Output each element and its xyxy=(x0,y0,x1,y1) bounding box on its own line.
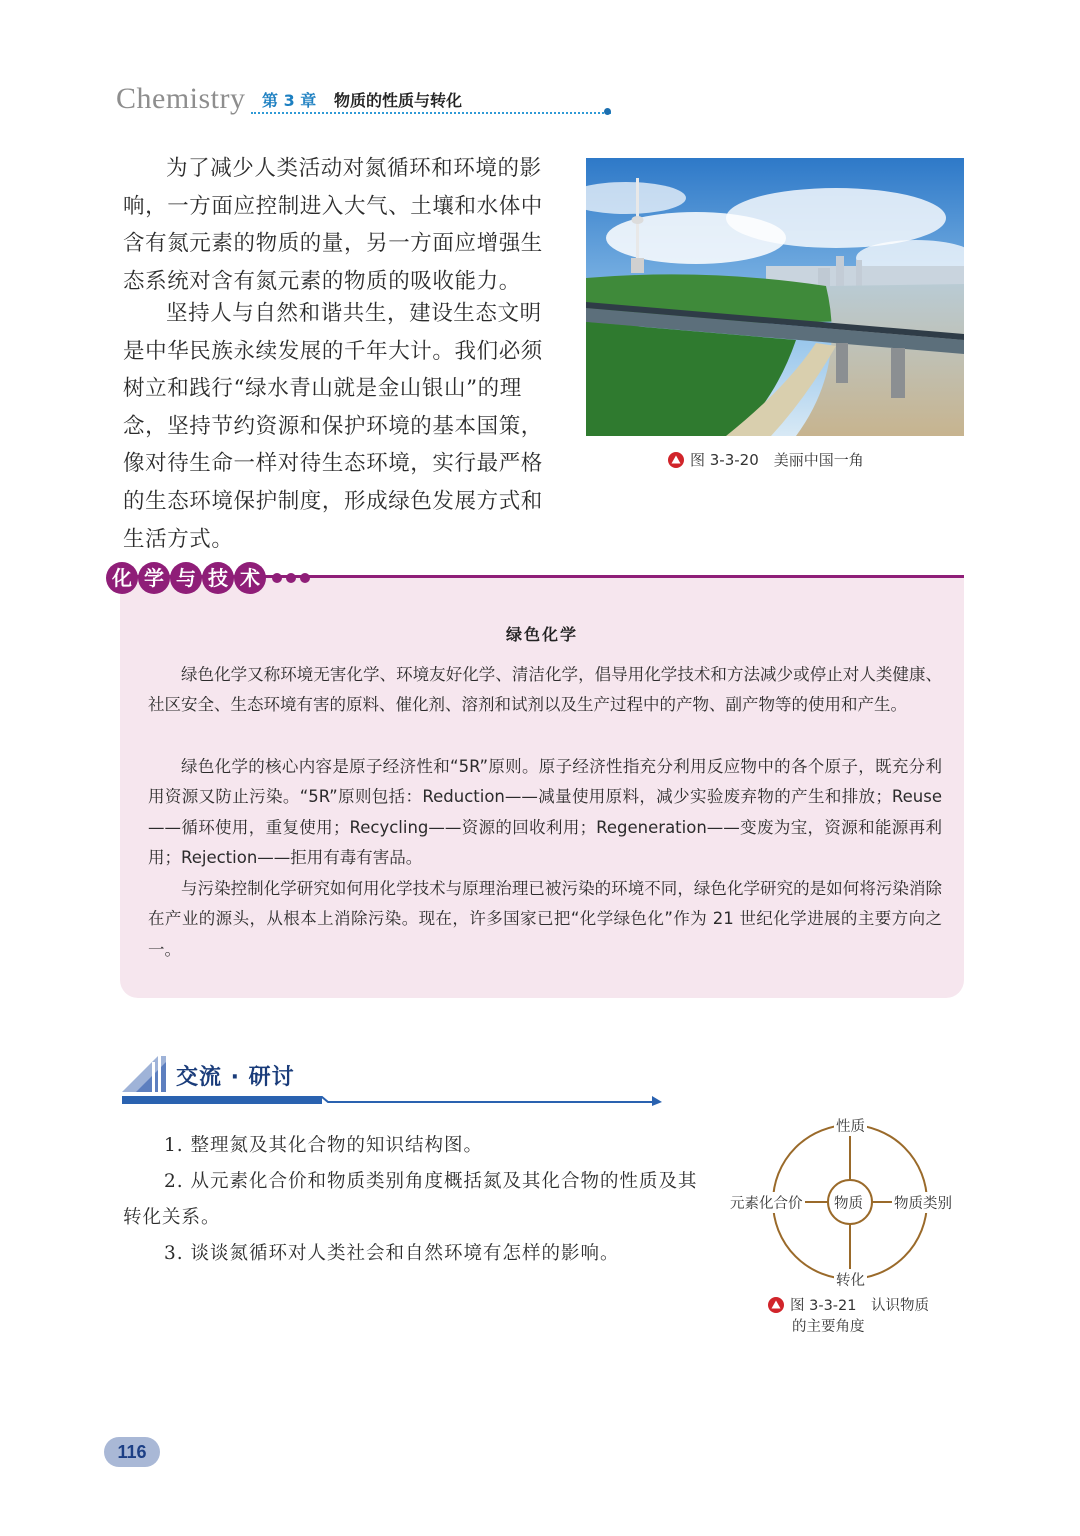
discussion-question-1: 1. 整理氮及其化合物的知识结构图。 xyxy=(164,1135,484,1156)
triangle-icon xyxy=(668,452,684,468)
chapter-title: 物质的性质与转化 xyxy=(334,91,463,110)
badge-dot xyxy=(272,573,282,583)
chem-tech-paragraph-3: 与污染控制化学研究如何用化学技术与原理治理已被污染的环境不同，绿色化学研究的是如何将污染消除在产业的源头，从根本上消除污染。现在，许多国家已把“化学绿色化”作为 21 世纪化学进展的主要方向之一。 xyxy=(148,879,942,959)
discussion-rule xyxy=(122,1094,662,1106)
city-bridge-photo xyxy=(586,158,964,436)
badge-dot xyxy=(300,573,310,583)
badge-char: 化 xyxy=(106,562,138,594)
body-paragraph-1: 为了减少人类活动对氮循环和环境的影响，一方面应控制进入大气、土壤和水体中含有氮元素的物质的量，另一方面应增强生态系统对含有氮元素的物质的吸收能力。 xyxy=(123,156,543,294)
figure-caption-2-line1: 图 3-3-21 认识物质 xyxy=(790,1298,929,1314)
badge-char: 与 xyxy=(170,562,202,594)
diagram-label-left: 元素化合价 xyxy=(728,1192,805,1213)
chem-tech-title: 绿色化学 xyxy=(505,625,578,644)
matter-perspective-diagram xyxy=(728,1112,968,1292)
discussion-title: 交流 · 研讨 xyxy=(176,1065,295,1090)
figure-caption-2 xyxy=(768,1296,968,1338)
diagram-label-center: 物质 xyxy=(834,1196,863,1212)
figure-caption-2-line2: 的主要角度 xyxy=(792,1319,865,1335)
diagram-label-top: 性质 xyxy=(834,1115,867,1136)
diagram-label-bottom: 转化 xyxy=(834,1269,867,1290)
figure-caption-1-text: 图 3-3-20 美丽中国一角 xyxy=(690,451,864,469)
discussion-stripes-icon xyxy=(122,1056,172,1092)
triangle-icon xyxy=(768,1297,784,1313)
badge-char: 术 xyxy=(234,562,266,594)
chem-tech-paragraph-1: 绿色化学又称环境无害化学、环境友好化学、清洁化学，倡导用化学技术和方法减少或停止对人类健康、社区安全、生态环境有害的原料、催化剂、溶剂和试剂以及生产过程中的产物、副产物等的使用和产生。 xyxy=(148,665,942,715)
header-dotted-rule xyxy=(251,112,611,114)
header-rule-end-dot xyxy=(604,108,611,115)
chem-tech-paragraph-2: 绿色化学的核心内容是原子经济性和“5R”原则。原子经济性指充分利用反应物中的各个原子，既充分利用资源又防止污染。“5R”原则包括：Reduction——减量使用原料，减少实验废弃物的产生和排放；Reuse——循环使用，重复使用；Recycling——资源的回收利用；Regeneration——变废为宝，资源和能源再利用；Rejection——拒用有毒有害品。 xyxy=(148,757,942,868)
badge-char: 技 xyxy=(202,562,234,594)
figure-caption-1 xyxy=(668,449,864,470)
badge-dot xyxy=(286,573,296,583)
header-word: Chemistry xyxy=(116,82,246,115)
diagram-label-right: 物质类别 xyxy=(892,1192,954,1213)
badge-char: 学 xyxy=(138,562,170,594)
page-number: 116 xyxy=(104,1437,160,1467)
discussion-question-2: 2. 从元素化合价和物质类别角度概括氮及其化合物的性质及其转化关系。 xyxy=(123,1171,698,1228)
chapter-number: 第 3 章 xyxy=(262,91,317,110)
discussion-question-3: 3. 谈谈氮循环对人类社会和自然环境有怎样的影响。 xyxy=(164,1243,620,1264)
page-header xyxy=(116,82,506,122)
body-paragraph-2: 坚持人与自然和谐共生，建设生态文明是中华民族永续发展的千年大计。我们必须树立和践行“绿水青山就是金山银山”的理念，坚持节约资源和保护环境的基本国策，像对待生命一样对待生态环境，实行最严格的生态环境保护制度，形成绿色发展方式和生活方式。 xyxy=(123,301,543,552)
